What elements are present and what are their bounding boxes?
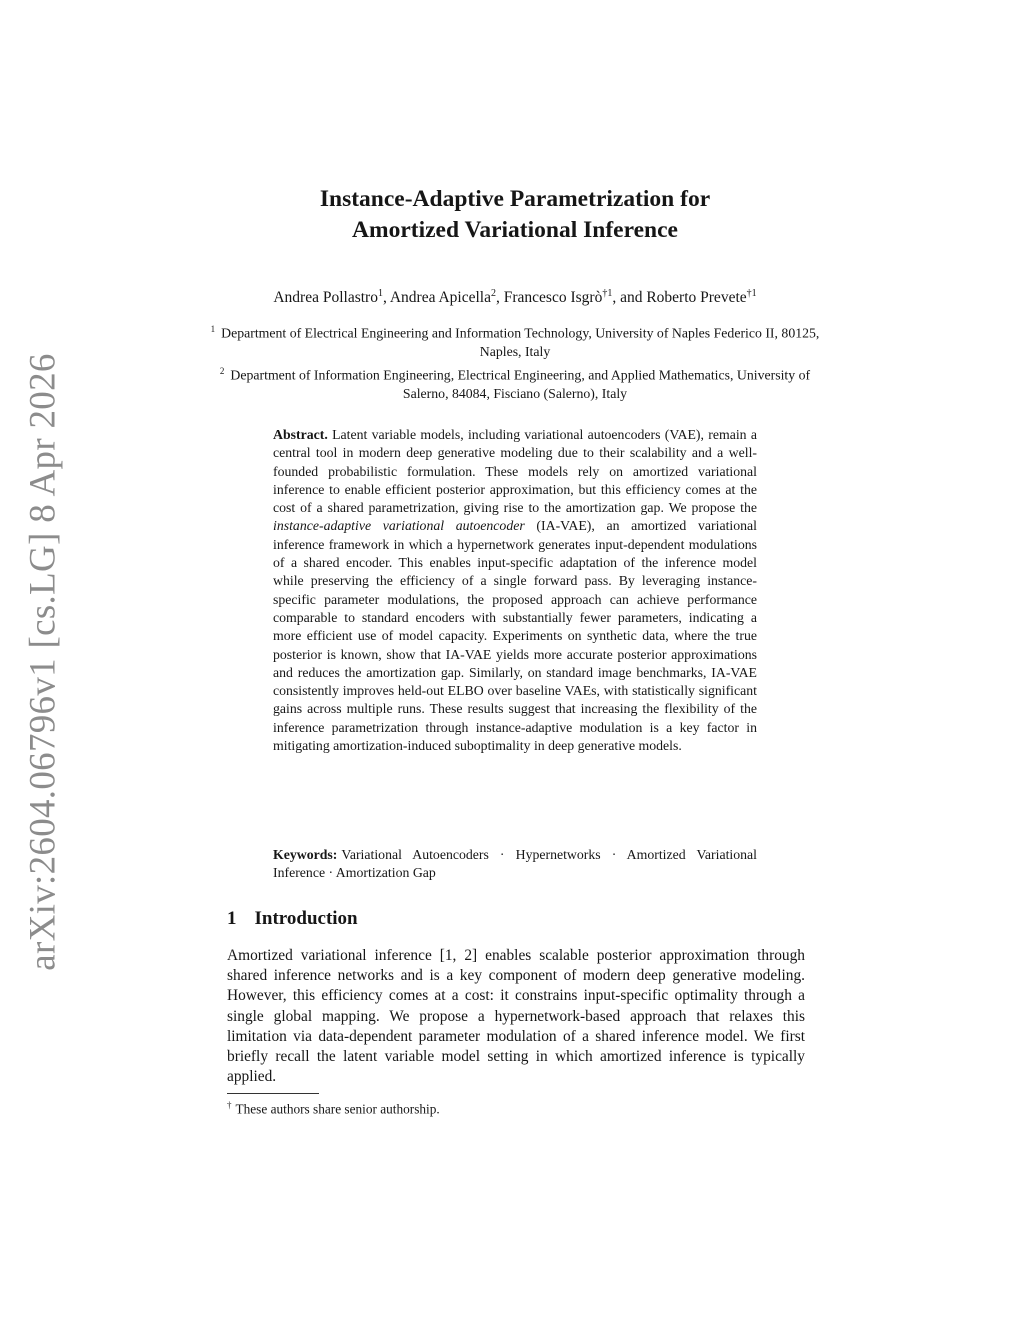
author-affil-mark: 1 [377, 288, 383, 299]
title-line-2: Amortized Variational Inference [352, 217, 678, 243]
keywords-label: Keywords: [273, 847, 338, 862]
arxiv-identifier: arXiv:2604.06796v1 [cs.LG] 8 Apr 2026 [22, 353, 64, 971]
author-name: Andrea Pollastro [273, 289, 378, 307]
paper-title [200, 184, 830, 246]
author-separator: , [382, 289, 390, 307]
footnote-mark: † [227, 1100, 232, 1110]
section-number: 1 [227, 908, 237, 929]
author-name: Roberto Prevete [646, 289, 747, 307]
affiliation-mark: 1 [210, 324, 216, 334]
section-heading [227, 908, 358, 930]
affiliation-item [200, 320, 830, 362]
author-affil-mark: †1 [746, 288, 757, 299]
abstract-text-1: Latent variable models, including variational autoencoders (VAE), remain a central tool in modern deep generative modeling due to their scalability and a well-founded probabilistic formulation. These models rely on amortized variational inference to enable efficient posterior approximation, but this efficiency comes at the cost of a shared parametrization, giving rise to the amortization gap. We propose the [273, 427, 758, 516]
affiliation-item [200, 362, 830, 404]
footnote [227, 1097, 440, 1117]
abstract-text-2: (IA-VAE), an amortized variational inference framework in which a hypernetwork generates input-dependent modulations of a shared encoder. This enables input-specific adaptation of the inference model while preserving the efficiency of a single forward pass. By leveraging instance-specific parameter modulations, the proposed approach can achieve performance comparable to standard encoders with substantially fewer parameters, indicating a more efficient use of model capacity. Experiments on synthetic data, where the true posterior is known, show that IA-VAE yields more accurate posterior approximations and reduces the amortization gap. Similarly, on standard image benchmarks, IA-VAE consistently improves held-out ELBO over baseline VAEs, with statistically significant gains across multiple runs. These results suggest that increasing the flexibility of the inference parametrization through instance-adaptive modulation is a key factor in mitigating amortization-induced suboptimality in deep generative models. [273, 518, 758, 754]
abstract-label: Abstract. [273, 427, 328, 442]
author-separator: , and [612, 289, 647, 307]
author-name: Francesco Isgrò [503, 289, 603, 307]
section-title: Introduction [254, 908, 358, 929]
keywords [273, 846, 757, 883]
affiliation-text: Department of Information Engineering, Electrical Engineering, and Applied Mathematics, University of Salerno, 84084, Fisciano (Salerno), Italy [230, 367, 811, 401]
keywords-text: Variational Autoencoders · Hypernetworks · Amortized Variational Inference · Amortization Gap [273, 847, 757, 881]
intro-paragraph: Amortized variational inference [1, 2] enables scalable posterior approximation through shared inference networks and is a key component of modern deep generative modeling. However, this efficiency comes at a cost: it constrains input-specific optimality through a single global mapping. We propose a hypernetwork-based approach that relaxes this limitation via data-dependent parameter modulation of a shared inference model. We first briefly recall the latent variable model setting in which amortized inference is typically applied. [227, 947, 805, 1086]
author-list [150, 284, 880, 308]
affiliations [200, 320, 830, 403]
author-affil-mark: 2 [491, 288, 496, 299]
footnote-text: These authors share senior authorship. [235, 1101, 440, 1117]
abstract-emphasis: instance-adaptive variational autoencoder [273, 518, 525, 534]
footnote-divider [227, 1093, 319, 1094]
affiliation-mark: 2 [219, 365, 225, 376]
affiliation-text: Department of Electrical Engineering and Information Technology, University of Naples Federico II, 80125, Naples, Italy [221, 325, 820, 360]
author-name: Andrea Apicella [389, 289, 491, 307]
author-affil-mark: †1 [602, 288, 613, 299]
abstract [273, 426, 757, 755]
title-line-1: Instance-Adaptive Parametrization for [319, 186, 711, 212]
author-separator: , [496, 289, 504, 307]
